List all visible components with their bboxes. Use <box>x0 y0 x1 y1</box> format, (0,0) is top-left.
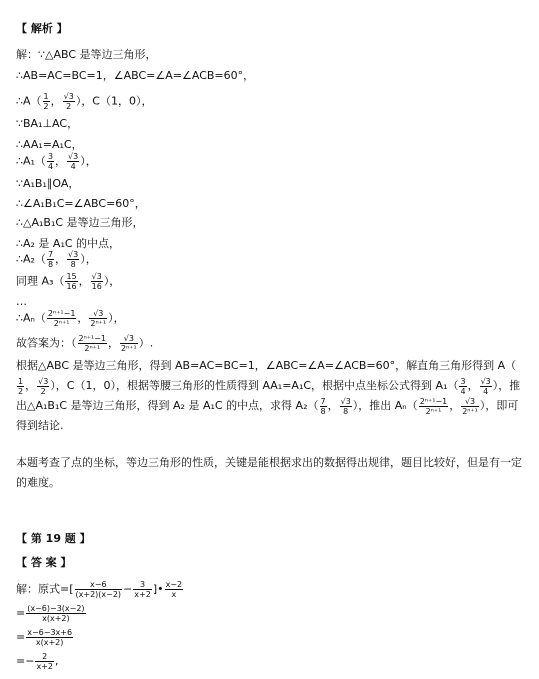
line-3: ∴A（ $\frac{1}{2}$ ， $\frac{√3}{2}$ ），C（1，0）， <box>16 92 153 111</box>
line-13: … <box>16 295 27 308</box>
denominator: 4 <box>70 162 76 171</box>
denominator: 4 <box>483 386 489 396</box>
numerator: √3 <box>120 334 138 344</box>
fraction <box>320 397 327 416</box>
fraction <box>133 580 152 599</box>
denominator: 4 <box>460 386 466 396</box>
fraction <box>26 628 73 647</box>
line-14: ∴Aₙ（ $\frac{\text{2ⁿ⁺¹−1}}{\text{2ⁿ⁺¹}}$ ， $\frac{√3}{\text{2ⁿ⁺¹}}$ ）， <box>16 309 125 328</box>
denominator: 8 <box>320 406 326 416</box>
question-19-title: 【 第 19 题 】 <box>16 532 91 545</box>
denominator: 4 <box>47 162 54 171</box>
fraction <box>17 377 24 396</box>
denominator: 8 <box>47 260 54 269</box>
numerator: 3 <box>47 152 54 161</box>
numerator: 7 <box>320 396 326 406</box>
numerator: 3 <box>460 376 466 386</box>
fraction <box>65 272 77 291</box>
denominator: 2ⁿ⁺¹ <box>462 406 478 416</box>
line-8: ∴∠A₁B₁C=∠ABC=60°， <box>16 197 146 210</box>
line-10: ∴A₂ 是 A₁C 的中点， <box>16 237 121 250</box>
fraction <box>480 377 492 396</box>
fraction <box>67 250 79 269</box>
numerator: √3 <box>480 376 491 386</box>
denominator: x(x+2) <box>35 638 64 647</box>
fraction <box>78 334 108 353</box>
denominator: 16 <box>91 282 102 291</box>
line-6: ∴A₁（ $\frac{3}{4}$ ， $\frac{√3}{4}$ ）， <box>16 152 97 171</box>
summary-paragraph: 本题考查了点的坐标，等边三角形的性质，关键是能根据求出的数据得出规律，题目比较好，但是有一定的难度。 <box>16 456 522 489</box>
numerator: √3 <box>89 309 107 319</box>
fraction <box>67 152 79 171</box>
numerator: 2ⁿ⁺¹−1 <box>47 309 76 318</box>
numerator: √3 <box>68 250 79 259</box>
numerator: √3 <box>68 152 79 161</box>
fraction <box>35 652 54 671</box>
denominator: 8 <box>343 406 349 416</box>
fraction <box>47 152 54 171</box>
step-2: = $\frac{(x-6)-3(x-2)}{x(x+2)}$ <box>16 604 85 623</box>
answer-header: 【 答 案 】 <box>16 556 72 569</box>
denominator: 2 <box>66 102 72 111</box>
denominator: x+2 <box>134 590 151 599</box>
fraction <box>47 250 54 269</box>
fraction <box>75 580 123 599</box>
numerator: x−2 <box>165 580 183 589</box>
numerator: 7 <box>47 250 54 259</box>
denominator: 2 <box>43 102 49 111</box>
numerator: 3 <box>133 580 152 590</box>
fraction <box>47 309 77 328</box>
fraction <box>37 377 49 396</box>
step-1: 解：原式=[ $\frac{x-6}{(x+2)(x-2)}$ − $\frac{3}{x+2}$ ]• $\frac{x-2}{x}$ <box>16 580 183 599</box>
numerator: √3 <box>38 376 49 386</box>
fraction <box>340 397 352 416</box>
denominator: 16 <box>66 282 77 291</box>
denominator: x(x+2) <box>42 614 70 623</box>
denominator: 2ⁿ⁺¹ <box>84 344 101 353</box>
numerator: √3 <box>340 396 351 406</box>
line-9: ∴△A₁B₁C 是等边三角形， <box>16 216 144 229</box>
numerator: 1 <box>43 92 49 101</box>
fraction <box>89 309 107 328</box>
line-11: ∴A₂（ $\frac{7}{8}$ ， $\frac{√3}{8}$ ）， <box>16 250 97 269</box>
fraction <box>459 377 466 396</box>
numerator: x−6−3x+6 <box>27 628 73 637</box>
denominator: 2ⁿ⁺¹ <box>53 319 70 328</box>
denominator: 2ⁿ⁺¹ <box>425 406 442 416</box>
line-7: ∵A₁B₁∥OA， <box>16 177 80 190</box>
denominator: 2ⁿ⁺¹ <box>90 319 107 328</box>
fraction <box>165 580 184 599</box>
line-1: 解：∵△ABC 是等边三角形， <box>16 48 157 61</box>
fraction <box>91 272 103 291</box>
numerator: 2ⁿ⁺¹−1 <box>78 334 106 343</box>
denominator: 2 <box>18 386 24 396</box>
numerator: √3 <box>461 397 479 407</box>
fraction <box>63 92 75 111</box>
frac-half <box>43 92 50 111</box>
numerator: (x−6)−3(x−2) <box>27 604 85 613</box>
numerator: 2ⁿ⁺¹−1 <box>419 396 448 406</box>
numerator: x−6 <box>75 580 123 590</box>
line-15: 故答案为：（ $\frac{\text{2ⁿ⁺¹−1}}{\text{2ⁿ⁺¹}}$ ， $\frac{√3}{\text{2ⁿ⁺¹}}$ ）. <box>16 334 154 353</box>
numerator: 1 <box>18 376 24 386</box>
numerator: 2 <box>35 652 54 662</box>
denominator: 2 <box>40 386 46 396</box>
line-12: 同理 A₃（ $\frac{15}{16}$ ， $\frac{√3}{16}$ ）， <box>16 272 121 291</box>
analysis-paragraph: 根据△ABC 是等边三角形，得到 AB=AC=BC=1，∠ABC=∠A=∠ACB=60°，解直角三角形得到 A（ $\frac{1}{2}$ ， $\frac{√3}{2}$ ），C（1，0），根据等腰三角形的性质得到 AA₁=A₁C，根据中点坐标公式得到 A₁（ $\frac{3}{4}$ ， $\frac{√3}{4}$ ），推出△A₁B₁C 是等边三角形，得到 A₂ 是 A₁C 的中点，求得 A₂（ $\frac{7}{8}$ ， $\frac{√3}{8}$ ），推出 Aₙ（ $\frac{\text{2ⁿ⁺¹−1}}{\text{2ⁿ⁺¹}}$ ， $\frac{√3}{\text{2ⁿ⁺¹}}$ ），即可得到结论. <box>16 359 521 432</box>
fraction <box>419 397 449 416</box>
numerator: 15 <box>66 272 77 281</box>
denominator: 2ⁿ⁺¹ <box>121 344 137 353</box>
numerator: √3 <box>63 92 74 101</box>
denominator: x <box>171 590 177 599</box>
fraction <box>120 334 138 353</box>
fraction <box>461 397 479 416</box>
analysis-header: 【 解析 】 <box>16 22 68 35</box>
line-5: ∴AA₁=A₁C， <box>16 138 83 151</box>
line-4: ∵BA₁⊥AC， <box>16 117 79 130</box>
denominator: x+2 <box>36 662 53 671</box>
numerator: √3 <box>91 272 102 281</box>
line-2: ∴AB=AC=BC=1，∠ABC=∠A=∠ACB=60°， <box>16 69 255 82</box>
step-3: = $\frac{x-6-3x+6}{x(x+2)}$ <box>16 628 73 647</box>
step-4: =− $\frac{2}{x+2}$ , <box>16 652 59 671</box>
denominator: (x+2)(x−2) <box>75 590 122 599</box>
denominator: 8 <box>70 260 76 269</box>
fraction <box>26 604 85 623</box>
